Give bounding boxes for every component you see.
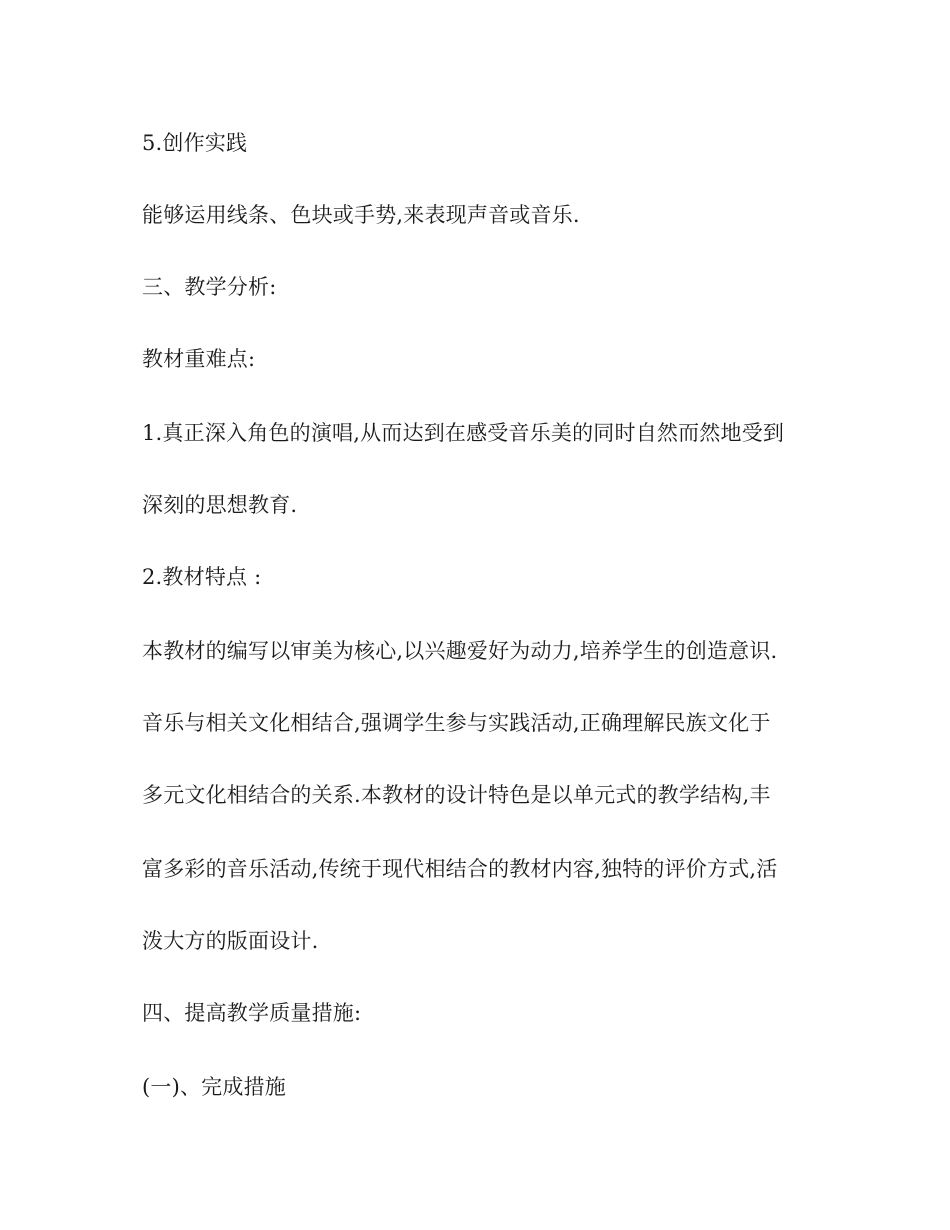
- paragraph-line: 能够运用线条、色块或手势,来表现声音或音乐.: [142, 203, 580, 227]
- section-heading-creative-practice: 5.创作实践: [142, 131, 248, 155]
- paragraph-line: 富多彩的音乐活动,传统于现代相结合的教材内容,独特的评价方式,活: [142, 857, 778, 881]
- paragraph-line: 深刻的思想教育.: [142, 493, 298, 517]
- subheading-textbook-features: 2.教材特点 :: [142, 565, 262, 589]
- paragraph-line: 泼大方的版面设计.: [142, 929, 319, 953]
- section-heading-teaching-analysis: 三、教学分析:: [142, 275, 277, 299]
- paragraph-line: 本教材的编写以审美为核心,以兴趣爱好为动力,培养学生的创造意识.: [142, 639, 778, 663]
- subheading-completion-measures: (一)、完成措施: [142, 1075, 286, 1099]
- section-heading-quality-measures: 四、提高教学质量措施:: [142, 1001, 362, 1025]
- paragraph-line: 音乐与相关文化相结合,强调学生参与实践活动,正确理解民族文化于: [142, 711, 771, 735]
- paragraph-line: 1.真正深入角色的演唱,从而达到在感受音乐美的同时自然而然地受到: [142, 421, 785, 445]
- subheading-key-difficulties: 教材重难点:: [142, 347, 256, 371]
- paragraph-line: 多元文化相结合的关系.本教材的设计特色是以单元式的教学结构,丰: [142, 783, 771, 807]
